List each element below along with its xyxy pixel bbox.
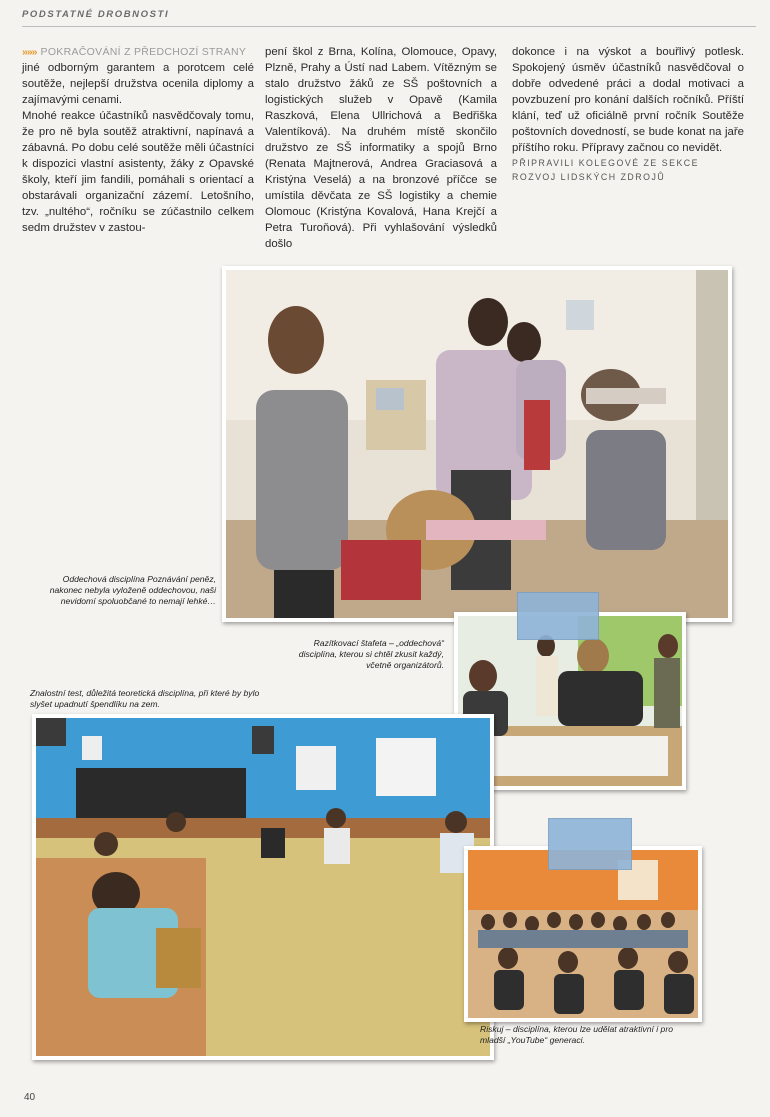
classroom-scene-image (226, 270, 728, 618)
photo-image (36, 718, 490, 1056)
header-divider (22, 26, 756, 27)
caption-knowledge-test: Znalostní test, důležitá teoretická disciplína, při které by bylo slyšet upadnutí špendlíku na zem. (30, 688, 260, 709)
tape-decoration (517, 592, 599, 640)
text-column-2 (265, 44, 497, 252)
text-column-1 (22, 44, 254, 236)
photo-risk-game (464, 846, 702, 1022)
paragraph: jiné odborným garantem a porotcem celé soutěže, nejlepší družstva ocenila diplomy a zajímavými cenami. (22, 62, 254, 106)
page-number: 40 (24, 1092, 36, 1103)
exam-room-scene-image (36, 718, 490, 1056)
photo-knowledge-test (32, 714, 494, 1060)
author-credit: PŘIPRAVILI KOLEGOVÉ ZE SEKCE ROZVOJ LIDSKÝCH ZDROJŮ (512, 158, 700, 182)
caption-stamp-relay: Razítkovací štafeta – „oddechová“ disciplína, kterou si chtěl zkusit každý, včetně organizátorů. (298, 638, 444, 670)
tape-decoration (548, 818, 632, 870)
paragraph: Mnohé reakce účastníků nasvědčovaly tomu, že pro ně byla soutěž atraktivní, napínavá a zábavná. Po dobu celé soutěže měli účastníci k dispozici vlastní asistenty, žáky z Opavské školy, kteří jim fandili, pomáhali s orientací a obstarávali organizační zázemí. Letošního, tzv. „nultého“, ročníku se zúčastnilo celkem sedm družstev v zastou- (22, 110, 254, 234)
photo-image (468, 850, 698, 1018)
caption-risk-game: Riskuj – disciplína, kterou lze udělat atraktivní i pro mladší „YouTube“ generaci. (480, 1024, 673, 1045)
paragraph: pení škol z Brna, Kolína, Olomouce, Opavy, Plzně, Prahy a Ústí nad Labem. Vítězným se stalo družstvo žáků ze SŠ poštovních a logistických služeb v Opavě (Kamila Raszková, Elena Ullrichová a Bedřiška Valentíková). Na druhém místě skončilo družstvo ze SŠ informatiky a spojů Brno (Renata Majtnerová, Andrea Graciasová a Kristýna Veselá) a na bronzové příčce se umístila děvčata ze SŠ logistiky a chemie Olomouc (Kristýna Kovalová, Hana Krejčí a Petra Turoňová). Při vyhlašování výsledků došlo (265, 46, 497, 250)
continued-label: »»» POKRAČOVÁNÍ Z PŘEDCHOZÍ STRANY (22, 46, 247, 58)
photo-image (226, 270, 728, 618)
text-column-3 (512, 44, 744, 184)
photo-money-recognition (222, 266, 732, 622)
audience-scene-image (468, 850, 698, 1018)
arrow-icon: »»» (22, 46, 37, 58)
section-header: PODSTATNÉ DROBNOSTI (22, 9, 170, 20)
caption-money-recognition: Oddechová disciplína Poznávání peněz, nakonec nebyla vyloženě oddechovou, naši nevidomí spoluobčané to nemají lehké… (49, 574, 216, 606)
paragraph: dokonce i na výskot a bouřlivý potlesk. Spokojený úsměv účastníků nasvědčoval o dobře odvedené práci a dodal motivaci a povzbuzení pro konání dalších ročníků. Příští klání, teď už oficiálně první ročník Soutěže poštovních dovedností, se bude konat na jaře příštího roku. Přípravy začnou co nevidět. (512, 46, 744, 154)
